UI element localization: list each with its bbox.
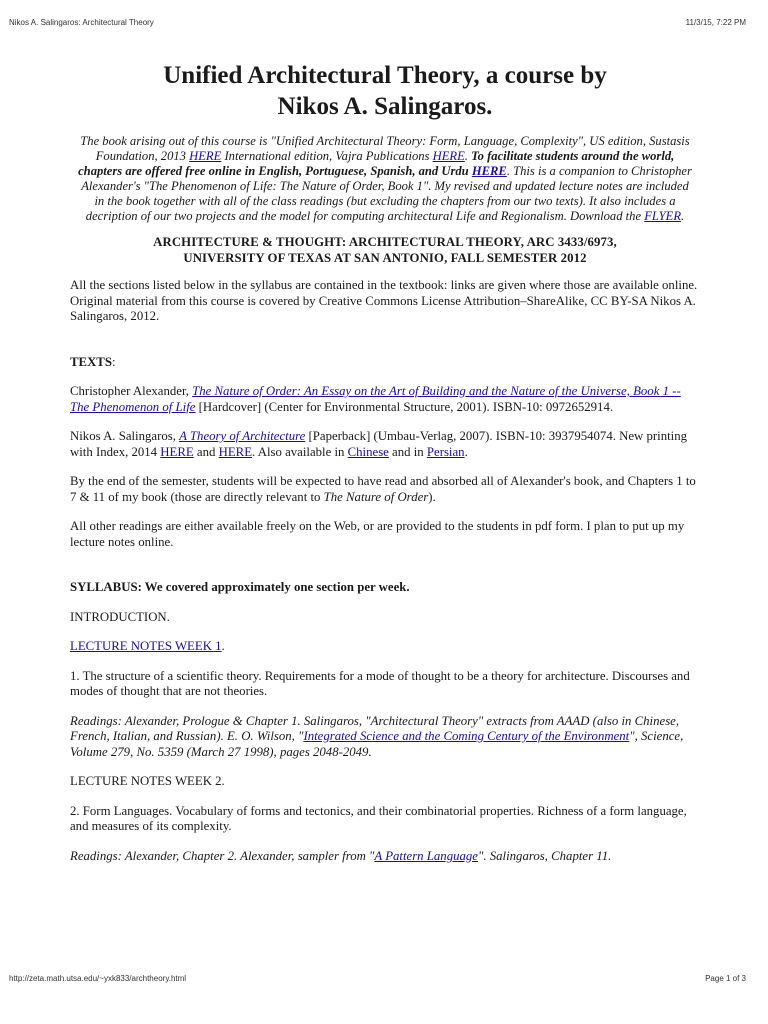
reading-expectation: By the end of the semester, students will be expected to have read and absorbed all of Alexander's book, and Chapters 1 to 7 & 11 of my book (those are directly relevant to The Nature of Order). <box>70 474 696 504</box>
here-free-chapters-link[interactable]: HERE <box>471 164 507 178</box>
theory-of-architecture-link[interactable]: A Theory of Architecture <box>179 429 306 443</box>
readings-week1: Readings: Alexander, Prologue & Chapter 1. Salingaros, "Architectural Theory" extracts from AAAD (also in Chinese, French, Italian, and Russian). E. O. Wilson, "Integrated Science and the Coming Century of the Environment", Science, Volume 279, No. 5359 (March 27 1998), pages 2048-2049. <box>70 713 684 759</box>
page-title: Unified Architectural Theory, a course by Nikos A. Salingaros. <box>163 62 607 120</box>
syllabus-item-2: 2. Form Languages. Vocabulary of forms and tectonics, and their combinatorial properties. Richness of a form language, and measures of its complexity. <box>70 803 687 833</box>
pattern-language-link[interactable]: A Pattern Language <box>374 848 478 863</box>
persian-edition-link[interactable]: Persian <box>426 444 465 459</box>
print-url: http://zeta.math.utsa.edu/~yxk833/archtheory.html <box>9 974 187 983</box>
intro-paragraph: The book arising out of this course is "Unified Architectural Theory: Form, Language, Complexity", US edition, Sustasis Foundation, 2013 HERE International edition, Vajra Publications HERE. To facilitate students around the world, chapters are offered free online in English, Portuguese, Spanish, and Urdu HERE. This is a companion to Christopher Alexander's "The Phenomenon of Life: The Nature of Order, Book 1". My revised and updated lecture notes are included in the book together with all of the class readings (but excluding the chapters from our two texts). It also includes a decription of our two projects and the model for computing architectural Life and Regionalism. Download the FLYER. <box>78 134 692 223</box>
integrated-science-link[interactable]: Integrated Science and the Coming Century of the Environment <box>303 729 630 743</box>
text-book-salingaros: Nikos A. Salingaros, A Theory of Architecture [Paperback] (Umbau-Verlag, 2007). ISBN-10: 3937954074. New printing with Index, 2014 HERE and HERE. Also available in Chinese and in Persian. <box>70 429 688 459</box>
course-heading: ARCHITECTURE & THOUGHT: ARCHITECTURAL THEORY, ARC 3433/6973, UNIVERSITY OF TEXAS AT SAN ANTONIO, FALL SEMESTER 2012 <box>153 235 617 265</box>
sections-note: All the sections listed below in the syllabus are contained in the textbook: links are given where those are available online. Original material from this course is covered by Creative Commons License Attribution–ShareAlike, CC BY-SA Nikos A. Salingaros, 2012. <box>70 278 698 323</box>
chinese-edition-link[interactable]: Chinese <box>347 444 389 459</box>
week1-notes: LECTURE NOTES WEEK 1. <box>70 639 225 653</box>
week2-notes: LECTURE NOTES WEEK 2. <box>70 774 225 788</box>
here-international-edition-link[interactable]: HERE <box>432 149 465 163</box>
here-new-printing-link-1[interactable]: HERE <box>160 444 194 459</box>
nature-of-order-link[interactable]: The Nature of Order: An Essay on the Art of Building and the Nature of the Universe, Book 1 -- The Phenomenon of Life <box>70 384 681 414</box>
texts-heading: TEXTS: <box>70 354 116 369</box>
introduction-label: INTRODUCTION. <box>70 609 170 624</box>
other-readings-note: All other readings are either available freely on the Web, or are provided to the students in pdf form. I plan to put up my lecture notes online. <box>70 519 685 549</box>
text-book-alexander: Christopher Alexander, The Nature of Order: An Essay on the Art of Building and the Nature of the Universe, Book 1 -- The Phenomenon of Life [Hardcover] (Center for Environmental Structure, 2001). ISBN-10: 0972652914. <box>70 384 681 414</box>
print-datetime: 11/3/15, 7:22 PM <box>685 18 746 27</box>
syllabus-item-1: 1. The structure of a scientific theory. Requirements for a mode of thought to be a theory for architecture. Discourses and modes of thought that are not theories. <box>70 668 690 698</box>
here-us-edition-link[interactable]: HERE <box>189 149 222 163</box>
flyer-link[interactable]: FLYER <box>644 209 682 223</box>
readings-week2: Readings: Alexander, Chapter 2. Alexander, sampler from "A Pattern Language". Salingaros, Chapter 11. <box>70 848 612 863</box>
here-new-printing-link-2[interactable]: HERE <box>218 444 253 459</box>
print-page-title: Nikos A. Salingaros: Architectural Theory <box>9 18 154 27</box>
print-page-number: Page 1 of 3 <box>705 974 746 983</box>
document-body <box>70 60 700 878</box>
lecture-notes-week1-link[interactable]: LECTURE NOTES WEEK 1 <box>70 639 222 653</box>
syllabus-heading: SYLLABUS: We covered approximately one section per week. <box>70 580 410 594</box>
